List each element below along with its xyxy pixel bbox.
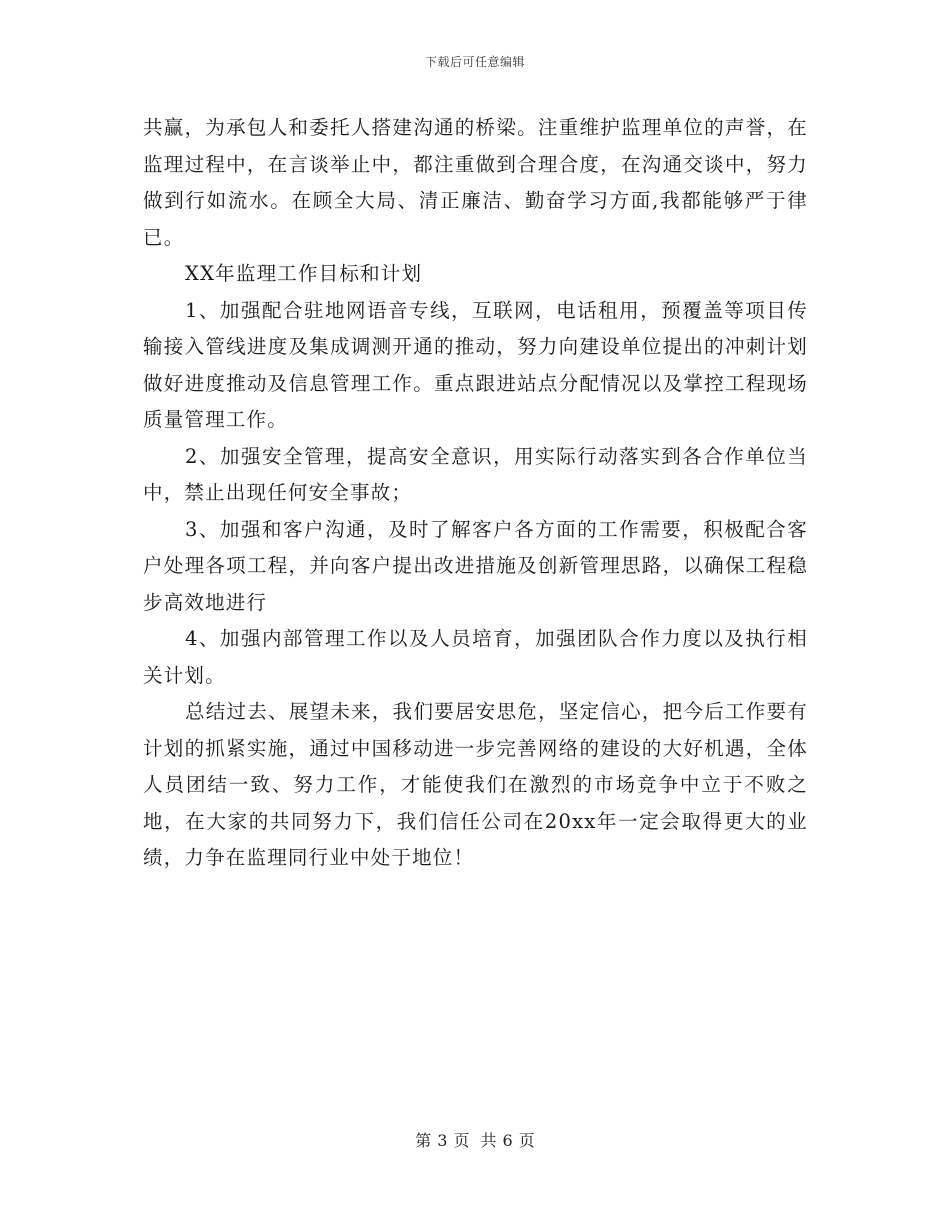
- footer-mid: 页 共: [453, 1131, 497, 1150]
- page-header: 下载后可任意编辑: [424, 55, 525, 69]
- document-body: [143, 110, 808, 877]
- conclusion-paragraph: 总结过去、展望未来，我们要居安思危，坚定信心，把今后工作要有计划的抓紧实施，通过中国移动进一步完善网络的建设的大好机遇，全体人员团结一致、努力工作，才能使我们在激烈的市场竞争中立于不败之地，在大家的共同努力下，我们信任公司在20xx年一定会取得更大的业绩，力争在监理同行业中处于地位！: [143, 700, 808, 869]
- plan-item-1: 1、加强配合驻地网语音专线，互联网，电话租用，预覆盖等项目传输接入管线进度及集成调测开通的推动，努力向建设单位提出的冲刺计划做好进度推动及信息管理工作。重点跟进站点分配情况以及掌控工程现场质量管理工作。: [143, 298, 808, 431]
- paragraph-continuation: 共赢，为承包人和委托人搭建沟通的桥梁。注重维护监理单位的声誉，在监理过程中，在言谈举止中，都注重做到合理合度，在沟通交谈中，努力做到行如流水。在顾全大局、清正廉洁、勤奋学习方面,我都能够严于律已。: [143, 116, 808, 249]
- plan-item-4: 4、加强内部管理工作以及人员培育，加强团队合作力度以及执行相关计划。: [143, 627, 808, 687]
- plan-item-3: 3、加强和客户沟通，及时了解客户各方面的工作需要，积极配合客户处理各项工程，并向客户提出改进措施及创新管理思路，以确保工程稳步高效地进行: [143, 517, 808, 614]
- footer-prefix: 第: [415, 1131, 432, 1150]
- section-heading: XX年监理工作目标和计划: [185, 262, 423, 285]
- current-page-number: 3: [437, 1131, 448, 1150]
- page-footer: [0, 1128, 950, 1151]
- footer-suffix: 页: [518, 1131, 535, 1150]
- plan-item-2: 2、加强安全管理，提高安全意识，用实际行动落实到各合作单位当中，禁止出现任何安全事故；: [143, 444, 808, 504]
- total-pages-number: 6: [502, 1131, 513, 1150]
